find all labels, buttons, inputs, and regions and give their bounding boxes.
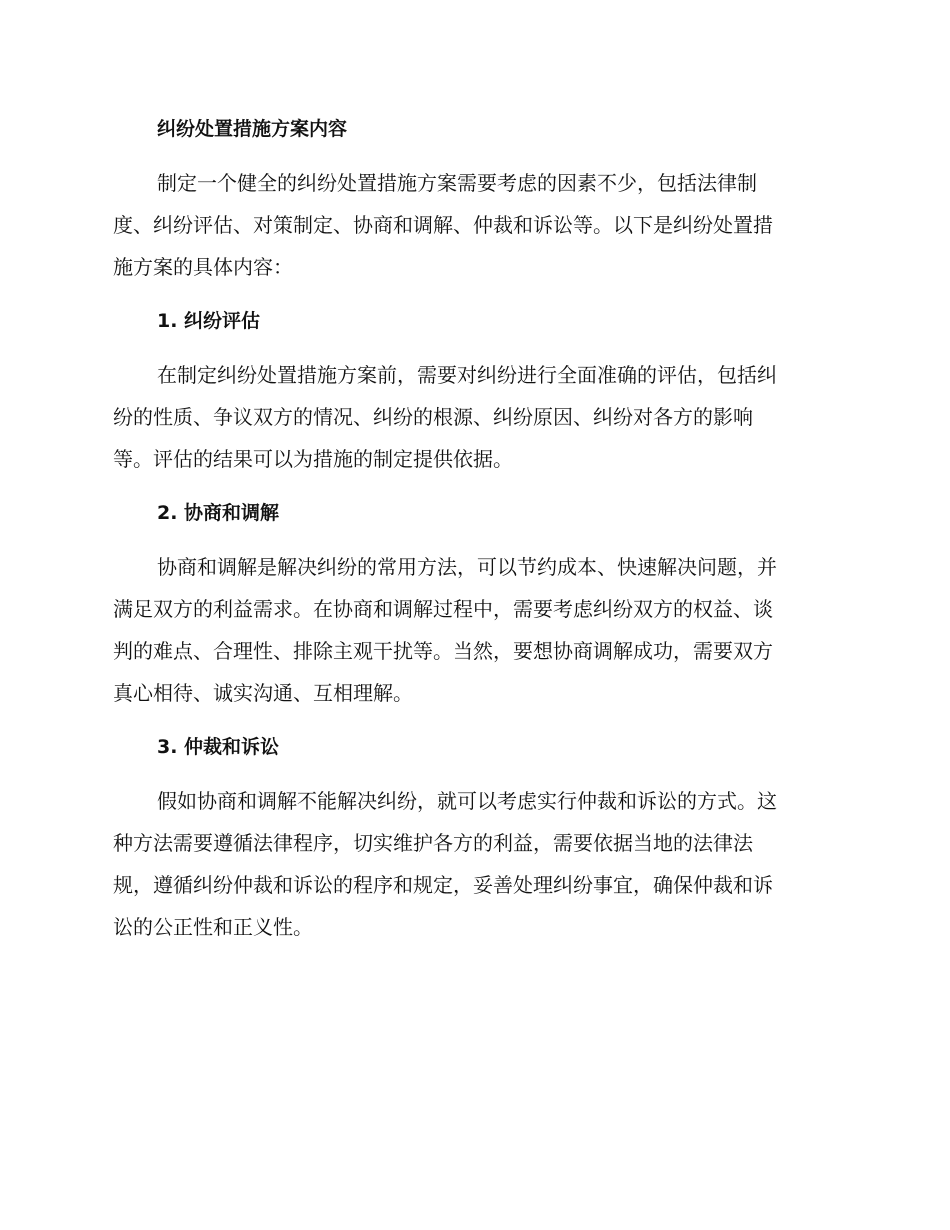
paragraph-line: 规，遵循纠纷仲裁和诉讼的程序和规定，妥善处理纠纷事宜，确保仲裁和诉: [113, 873, 773, 897]
paragraph-line: 满足双方的利益需求。在协商和调解过程中，需要考虑纠纷双方的权益、谈: [113, 597, 773, 621]
paragraph-line: 等。评估的结果可以为措施的制定提供依据。: [113, 447, 513, 471]
document-title: 纠纷处置措施方案内容: [157, 118, 348, 140]
section-heading-arbitration: 3. 仲裁和诉讼: [157, 736, 280, 758]
section-heading-mediation: 2. 协商和调解: [157, 502, 280, 524]
paragraph-line: 协商和调解是解决纠纷的常用方法，可以节约成本、快速解决问题，并: [157, 555, 777, 579]
paragraph-line: 种方法需要遵循法律程序，切实维护各方的利益，需要依据当地的法律法: [113, 831, 753, 855]
paragraph-line: 度、纠纷评估、对策制定、协商和调解、仲裁和诉讼等。以下是纠纷处置措: [113, 213, 773, 237]
paragraph-line: 制定一个健全的纠纷处置措施方案需要考虑的因素不少，包括法律制: [157, 171, 757, 195]
document-page: [113, 108, 833, 960]
paragraph-line: 讼的公正性和正义性。: [113, 915, 313, 939]
intro-paragraph: [113, 162, 833, 288]
section-paragraph-arbitration: [113, 780, 833, 948]
paragraph-line: 假如协商和调解不能解决纠纷，就可以考虑实行仲裁和诉讼的方式。这: [157, 789, 777, 813]
paragraph-line: 在制定纠纷处置措施方案前，需要对纠纷进行全面准确的评估，包括纠: [157, 363, 777, 387]
paragraph-line: 纷的性质、争议双方的情况、纠纷的根源、纠纷原因、纠纷对各方的影响: [113, 405, 753, 429]
paragraph-line: 施方案的具体内容：: [113, 255, 293, 279]
section-heading-evaluation: 1. 纠纷评估: [157, 310, 261, 332]
paragraph-line: 判的难点、合理性、排除主观干扰等。当然，要想协商调解成功，需要双方: [113, 639, 773, 663]
paragraph-line: 真心相待、诚实沟通、互相理解。: [113, 681, 413, 705]
section-paragraph-evaluation: [113, 354, 833, 480]
section-paragraph-mediation: [113, 546, 833, 714]
